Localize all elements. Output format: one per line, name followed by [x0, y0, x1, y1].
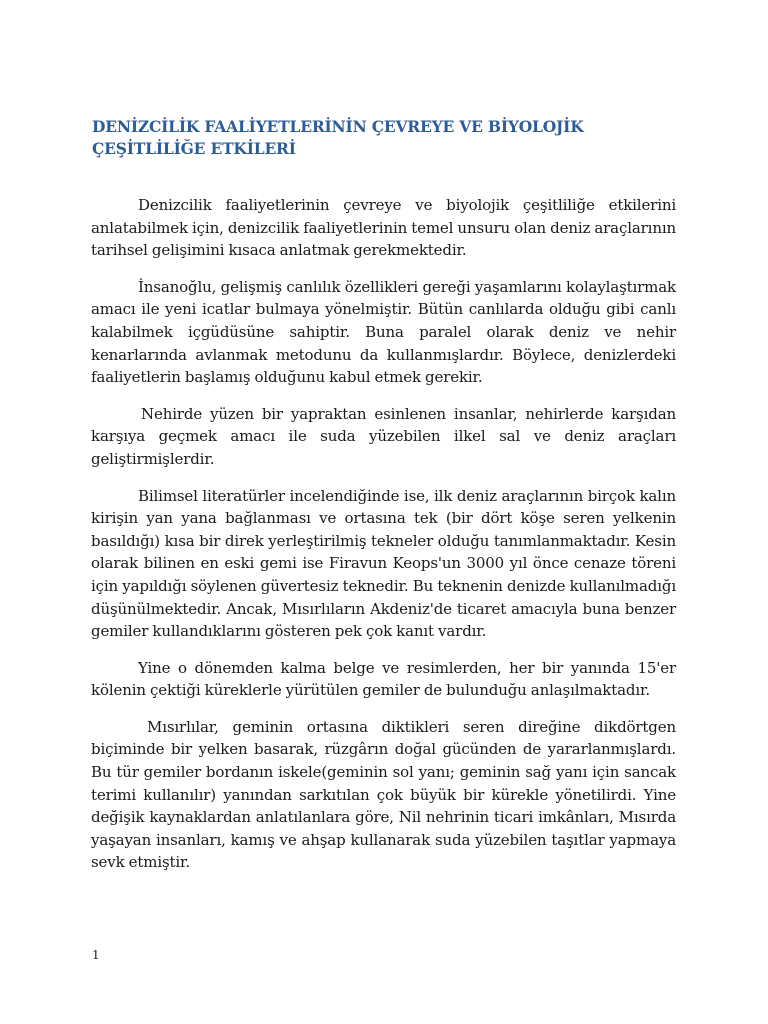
- page-number: 1: [92, 948, 100, 962]
- paragraph-intro: Denizcilik faaliyetlerinin çevreye ve biyolojik çeşitliliğe etkilerini anlatabilmek için, denizcilik faaliyetlerinin temel unsuru olan deniz araçlarının tarihsel gelişimini kısaca anlatmak gerekmektedir.: [91, 196, 676, 260]
- paragraph-egyptian-sails: Mısırlılar, geminin ortasına diktikleri seren direğine dikdörtgen biçiminde bir yelken basarak, rüzgârın doğal gücünden de yararlanmışlardı. Bu tür gemiler bordanın iskele(geminin sol yanı; geminin sağ yanı için sancak terimi kullanılır) yanından sarkıtılan çok büyük bir kürekle yönetilirdi. Yine değişik kaynaklardan anlatılanlara göre, Nil nehrinin ticari imkânları, Mısırda yaşayan insanları, kamış ve ahşap kullanarak suda yüzebilen taşıtlar yapmaya sevk etmiştir.: [91, 717, 676, 872]
- paragraph-river-rafts: Nehirde yüzen bir yapraktan esinlenen insanlar, nehirlerde karşıdan karşıya geçmek amacı ile suda yüzebilen ilkel sal ve deniz araçları geliştirmişlerdir.: [91, 404, 676, 468]
- paragraph-slave-oars: Yine o dönemden kalma belge ve resimlerden, her bir yanında 15'er kölenin çektiği küreklerle yürütülen gemiler de bulunduğu anlaşılmaktadır.: [91, 658, 676, 700]
- paragraph-humankind: İnsanoğlu, gelişmiş canlılık özellikleri gereği yaşamlarını kolaylaştırmak amacı ile yeni icatlar bulmaya yönelmiştir. Bütün canlılarda olduğu gibi canlı kalabilmek içgüdüsüne sahiptir. Buna paralel olarak deniz ve nehir kenarlarında avlanmak metodunu da kullanmışlardır. Böylece, denizlerdeki faaliyetlerin başlamış olduğunu kabul etmek gerekir.: [91, 277, 676, 387]
- document-body: [91, 194, 676, 888]
- paragraph-scientific-literature: Bilimsel literatürler incelendiğinde ise, ilk deniz araçlarının birçok kalın kirişin yan yana bağlanması ve ortasına tek (bir dört köşe seren yelkenin basıldığı) kısa bir direk yerleştirilmiş tekneler olduğu tanımlanmaktadır. Kesin olarak bilinen en eski gemi ise Firavun Keops'un 3000 yıl önce cenaze töreni için yapıldığı söylenen güvertesiz teknedir. Bu teknenin denizde kullanılmadığı düşünülmektedir. Ancak, Mısırlıların Akdeniz'de ticaret amacıyla buna benzer gemiler kullandıklarını gösteren pek çok kanıt vardır.: [91, 486, 676, 641]
- document-title: DENİZCİLİK FAALİYETLERİNİN ÇEVREYE VE BİYOLOJİK ÇEŞİTLİLİĞE ETKİLERİ: [92, 117, 584, 158]
